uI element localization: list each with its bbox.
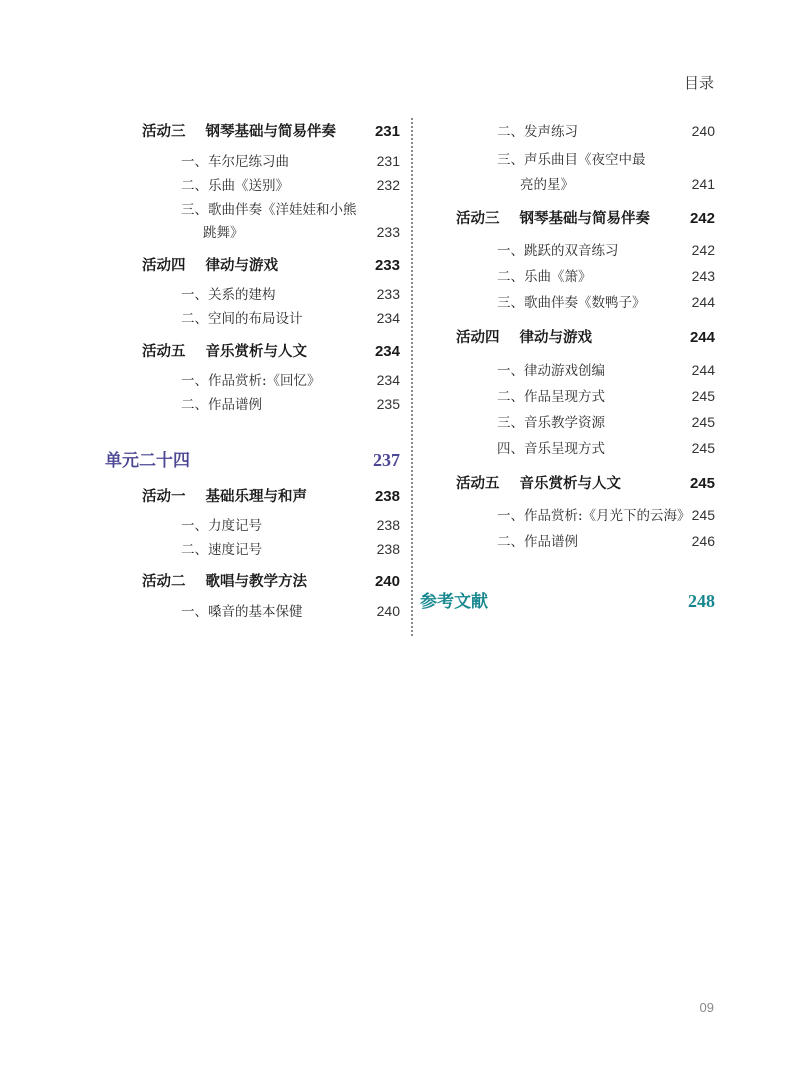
page-number: 244 xyxy=(691,294,715,310)
page-number: 234 xyxy=(376,372,400,388)
toc-item[interactable] xyxy=(497,411,715,431)
toc-item[interactable] xyxy=(181,538,400,558)
page-number: 237 xyxy=(373,450,400,470)
page-number: 231 xyxy=(374,123,400,140)
item-title: 一、力度记号 xyxy=(181,518,262,534)
toc-item[interactable] xyxy=(181,307,400,327)
page-number: 248 xyxy=(688,591,715,611)
activity-title: 钢琴基础与简易伴奏 xyxy=(519,211,650,227)
activity-number: 活动四 xyxy=(456,330,500,346)
item-title: 二、空间的布局设计 xyxy=(181,311,303,327)
unit-title: 单元二十四 xyxy=(105,451,190,471)
toc-activity-3[interactable] xyxy=(456,207,715,228)
page-number: 238 xyxy=(376,517,400,533)
activity-number: 活动三 xyxy=(142,124,186,140)
item-title: 二、发声练习 xyxy=(497,124,578,140)
activity-number: 活动二 xyxy=(142,574,186,590)
page-number: 240 xyxy=(376,603,400,619)
page-number: 231 xyxy=(376,153,400,169)
toc-item[interactable] xyxy=(497,437,715,457)
activity-title: 基础乐理与和声 xyxy=(205,489,307,505)
item-title: 一、跳跃的双音练习 xyxy=(497,243,619,259)
page-number: 245 xyxy=(691,414,715,430)
item-title: 一、关系的建构 xyxy=(181,287,276,303)
page-number: 246 xyxy=(691,533,715,549)
item-title: 二、速度记号 xyxy=(181,542,262,558)
toc-item[interactable] xyxy=(497,530,715,550)
page-number: 243 xyxy=(691,268,715,284)
item-title: 一、作品赏析:《回忆》 xyxy=(181,373,321,389)
activity-number: 活动五 xyxy=(456,476,500,492)
toc-references[interactable] xyxy=(420,587,715,612)
activity-title: 音乐赏析与人文 xyxy=(519,476,621,492)
activity-number: 活动五 xyxy=(142,344,186,360)
toc-activity-3[interactable] xyxy=(142,120,400,141)
page-number: 245 xyxy=(691,507,715,523)
toc-item[interactable] xyxy=(497,504,715,524)
toc-item[interactable] xyxy=(181,514,400,534)
page-number: 244 xyxy=(691,362,715,378)
page-number: 245 xyxy=(691,388,715,404)
toc-item-line2[interactable] xyxy=(520,173,715,193)
toc-item-line1[interactable] xyxy=(497,148,715,168)
item-title: 三、声乐曲目《夜空中最 xyxy=(497,152,646,168)
item-title: 二、作品谱例 xyxy=(181,397,262,413)
references-title: 参考文献 xyxy=(420,592,488,612)
toc-activity-4[interactable] xyxy=(456,326,715,347)
item-title: 三、歌曲伴奏《洋娃娃和小熊 xyxy=(181,202,357,218)
toc-item[interactable] xyxy=(497,291,715,311)
page-number: 240 xyxy=(691,123,715,139)
toc-item[interactable] xyxy=(181,393,400,413)
activity-title: 钢琴基础与简易伴奏 xyxy=(205,124,336,140)
toc-activity-2[interactable] xyxy=(142,570,400,591)
page-number: 234 xyxy=(374,343,400,360)
toc-item[interactable] xyxy=(181,600,400,620)
page-number: 245 xyxy=(691,440,715,456)
page-number: 241 xyxy=(691,176,715,192)
activity-title: 律动与游戏 xyxy=(205,258,278,274)
toc-item-line2[interactable] xyxy=(203,221,400,241)
item-title: 一、律动游戏创编 xyxy=(497,363,605,379)
item-title: 四、音乐呈现方式 xyxy=(497,441,605,457)
column-divider xyxy=(411,118,413,636)
page-number: 233 xyxy=(376,286,400,302)
toc-item[interactable] xyxy=(181,150,400,170)
page-number: 244 xyxy=(689,329,715,346)
page-number: 233 xyxy=(374,257,400,274)
item-title: 二、作品呈现方式 xyxy=(497,389,605,405)
item-title: 一、嗓音的基本保健 xyxy=(181,604,303,620)
page-number: 234 xyxy=(376,310,400,326)
page-number: 232 xyxy=(376,177,400,193)
toc-activity-5[interactable] xyxy=(456,472,715,493)
item-title-continued: 跳舞》 xyxy=(203,225,244,241)
page-number: 235 xyxy=(376,396,400,412)
page-number: 242 xyxy=(691,242,715,258)
toc-unit-24[interactable] xyxy=(105,446,400,471)
activity-title: 律动与游戏 xyxy=(519,330,592,346)
activity-title: 歌唱与教学方法 xyxy=(205,574,307,590)
item-title: 一、作品赏析:《月光下的云海》 xyxy=(497,508,691,524)
item-title: 二、乐曲《箫》 xyxy=(497,269,592,285)
toc-item[interactable] xyxy=(497,239,715,259)
toc-item[interactable] xyxy=(181,369,400,389)
folio-page-number: 09 xyxy=(699,1000,714,1015)
toc-item[interactable] xyxy=(497,265,715,285)
activity-number: 活动一 xyxy=(142,489,186,505)
toc-activity-4[interactable] xyxy=(142,254,400,275)
item-title: 三、音乐教学资源 xyxy=(497,415,605,431)
item-title: 二、乐曲《送别》 xyxy=(181,178,289,194)
running-head-title: 目录 xyxy=(683,74,714,92)
item-title: 三、歌曲伴奏《数鸭子》 xyxy=(497,295,646,311)
item-title: 一、车尔尼练习曲 xyxy=(181,154,289,170)
page-number: 238 xyxy=(376,541,400,557)
toc-item[interactable] xyxy=(497,120,715,140)
item-title-continued: 亮的星》 xyxy=(520,177,574,193)
toc-item-line1[interactable] xyxy=(181,198,400,218)
activity-number: 活动四 xyxy=(142,258,186,274)
page-number: 242 xyxy=(689,210,715,227)
toc-item[interactable] xyxy=(497,385,715,405)
item-title: 二、作品谱例 xyxy=(497,534,578,550)
toc-activity-5[interactable] xyxy=(142,340,400,361)
activity-number: 活动三 xyxy=(456,211,500,227)
page-number: 233 xyxy=(376,224,400,240)
page-number: 238 xyxy=(374,488,400,505)
toc-item[interactable] xyxy=(181,174,400,194)
page-number: 240 xyxy=(374,573,400,590)
toc-item[interactable] xyxy=(497,359,715,379)
toc-item[interactable] xyxy=(181,283,400,303)
activity-title: 音乐赏析与人文 xyxy=(205,344,307,360)
toc-activity-1[interactable] xyxy=(142,485,400,506)
page-number: 245 xyxy=(689,475,715,492)
